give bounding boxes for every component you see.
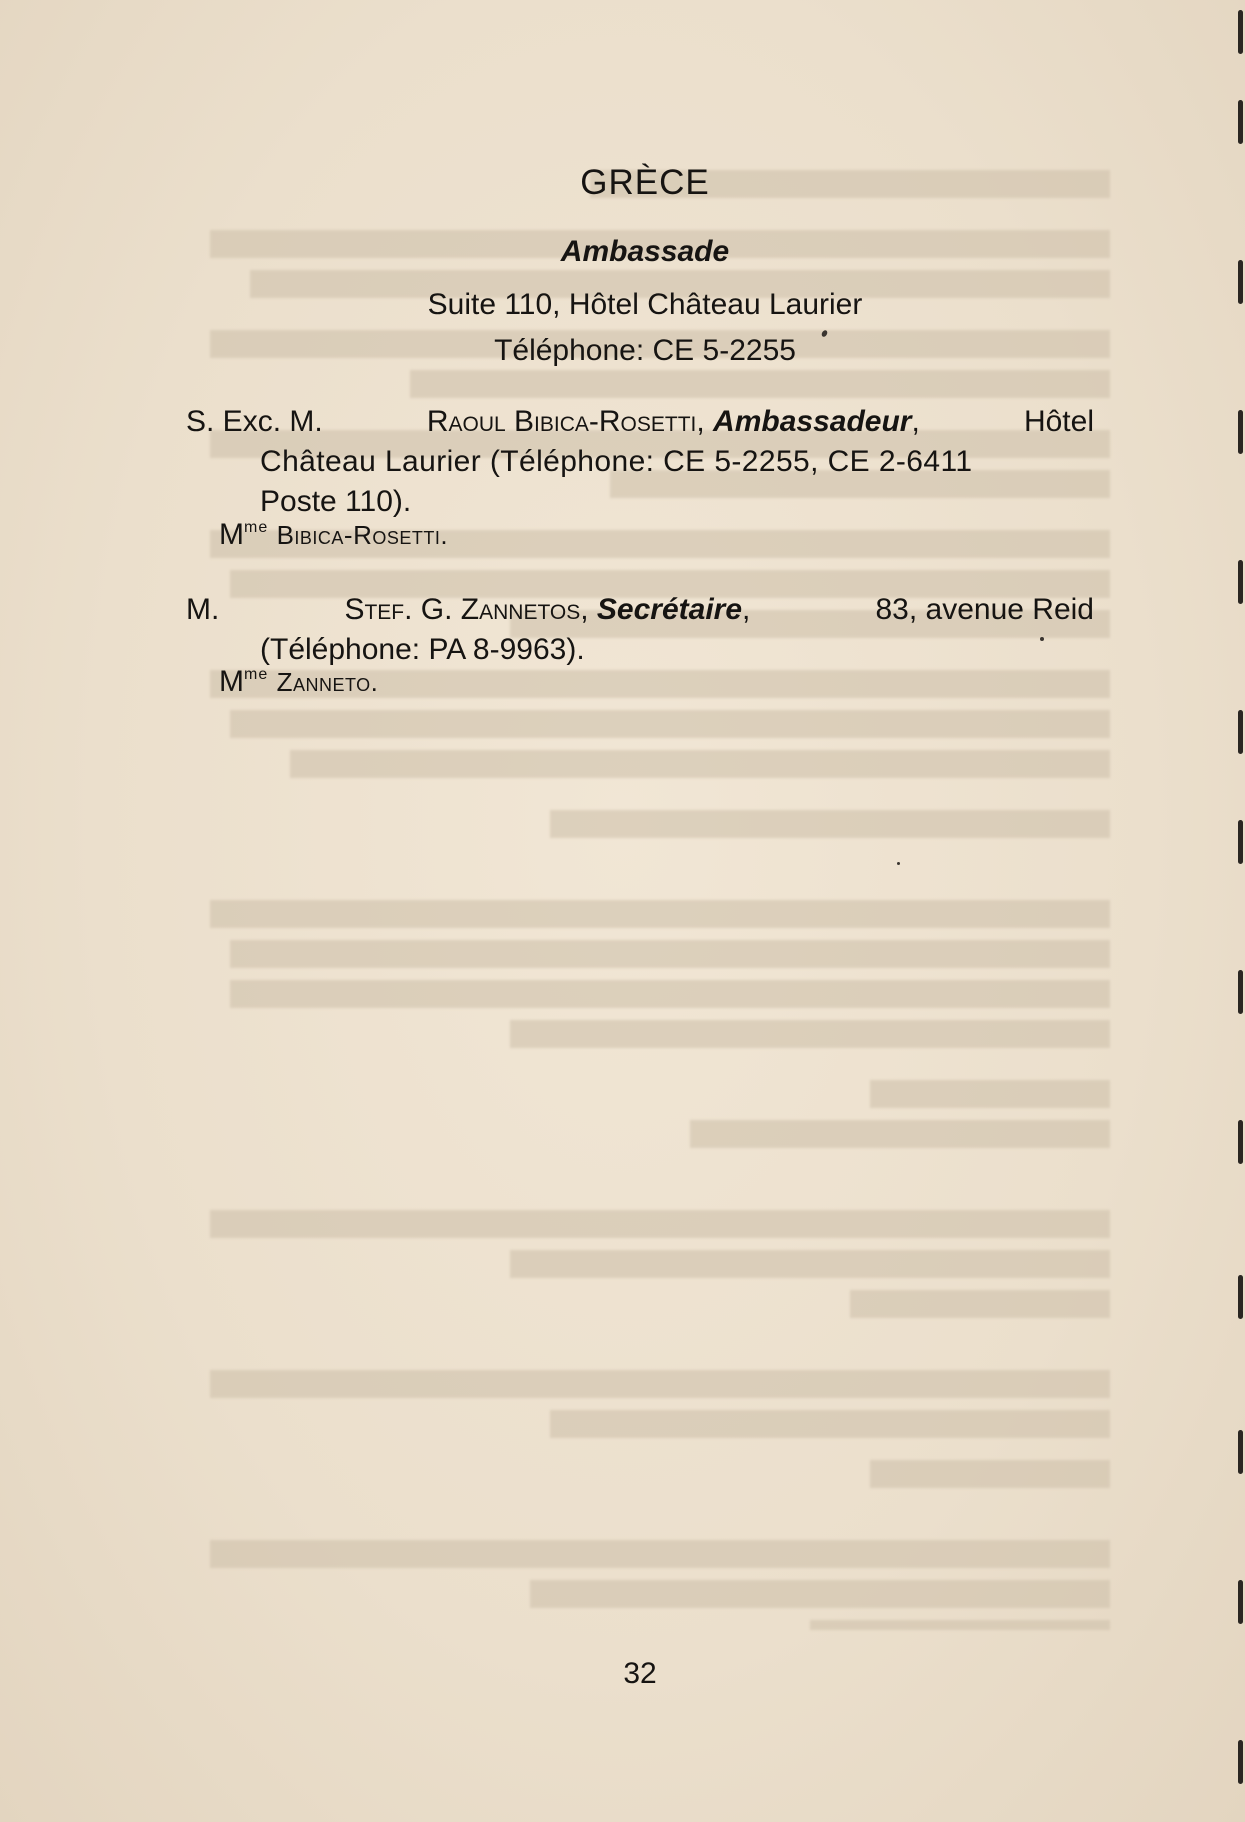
address-start: Hôtel: [1023, 405, 1094, 438]
country-heading: GRÈCE: [580, 163, 710, 202]
page-number: 32: [623, 1657, 657, 1690]
address-line: (Téléphone: PA 8-9963).: [260, 633, 585, 666]
embassy-telephone: Téléphone: CE 5-2255: [494, 334, 796, 367]
spouse-prefix-superscript: me: [244, 519, 269, 536]
address-start: 83, avenue Reid: [875, 593, 1094, 626]
person-name: Stef. G. Zannetos: [344, 593, 581, 626]
entry-line: [186, 442, 1094, 482]
spouse-name: Zanneto.: [276, 667, 379, 697]
position-title: Secrétaire: [596, 593, 743, 626]
spouse-prefix: M: [219, 665, 244, 698]
spouse-name: Bibica-Rosetti.: [276, 520, 449, 550]
honorific: M.: [186, 593, 220, 626]
entry-line: [186, 590, 1094, 630]
entry-line: [186, 402, 1094, 442]
address-line: Château Laurier (Téléphone: CE 5-2255, CE 2-6411: [260, 445, 973, 478]
person-name: Raoul Bibica-Rosetti: [426, 405, 697, 438]
address-line: Poste 110).: [260, 485, 412, 518]
embassy-address: Suite 110, Hôtel Château Laurier: [427, 288, 863, 321]
spouse-prefix-superscript: me: [244, 666, 269, 683]
spouse-line: [219, 665, 378, 699]
entry-line: [186, 630, 1094, 670]
position-title: Ambassadeur: [713, 405, 912, 438]
name-and-title: Stef. G. Zannetos, Secrétaire,: [344, 593, 751, 626]
diplomat-entry: [186, 590, 1094, 670]
spouse-line: [219, 518, 448, 552]
section-heading: Ambassade: [560, 235, 730, 268]
name-and-title: Raoul Bibica-Rosetti, Ambassadeur,: [426, 405, 920, 438]
entry-line: [186, 482, 1094, 522]
spouse-prefix: M: [219, 518, 244, 551]
diplomat-entry: [186, 402, 1094, 522]
honorific: S. Exc. M.: [186, 405, 323, 438]
